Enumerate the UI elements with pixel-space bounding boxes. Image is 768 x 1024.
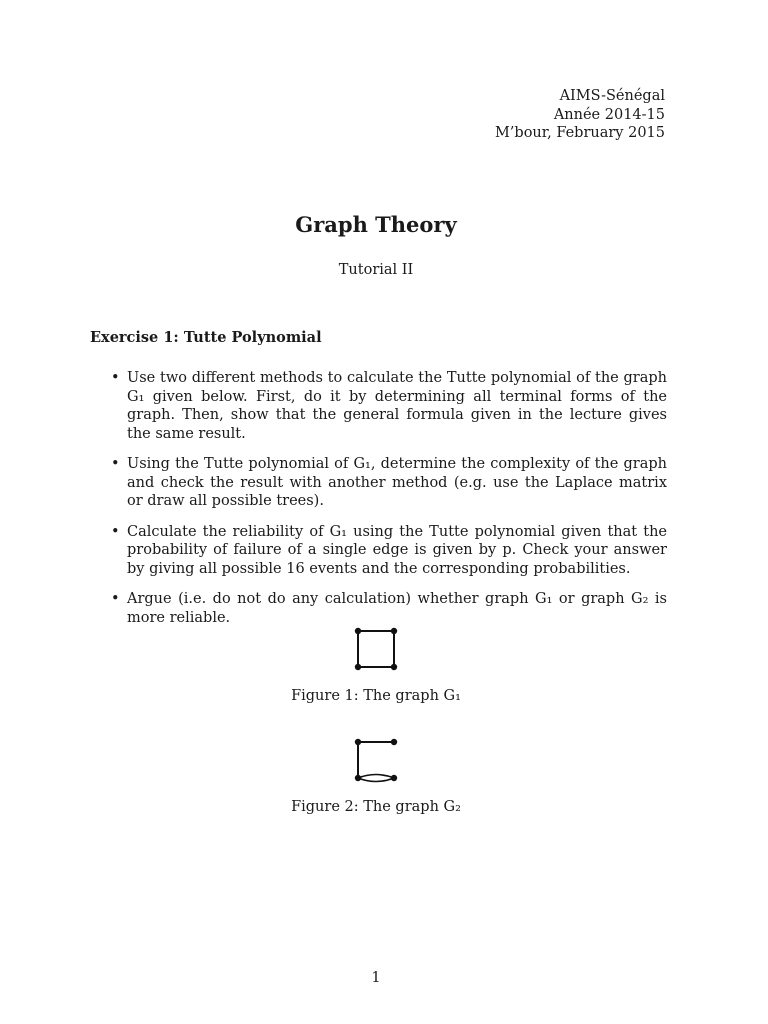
graph-vertex [355, 628, 361, 634]
figure-1 [0, 624, 752, 704]
figure-1-caption: Figure 1: The graph G₁ [291, 688, 461, 704]
list-item [105, 590, 667, 627]
graph-vertex [391, 775, 397, 781]
institution-name: AIMS-Sénégal [559, 88, 665, 104]
list-item [105, 455, 667, 511]
graph-vertex [391, 664, 397, 670]
document-header [495, 87, 665, 143]
list-item [105, 369, 667, 443]
graph-vertex [355, 739, 361, 745]
exercise-heading: Exercise 1: Tutte Polynomial [90, 329, 322, 346]
graph-vertex [391, 628, 397, 634]
item-text: Use two different methods to calculate the Tutte polynomial of the graph G₁ given below. First, do it by determining all terminal forms of the graph. Then, show that the general formula given in the lecture gives the same result. [127, 370, 667, 442]
bullet-icon: • [111, 370, 120, 386]
graph-g1-edges [358, 631, 394, 667]
item-text: Calculate the reliability of G₁ using the Tutte polynomial given that the probability of failure of a single edge is given by p. Check your answer by giving all possible 16 events and the corresponding probabilities. [127, 523, 667, 577]
graph-edge [358, 775, 394, 779]
figure-2 [0, 735, 752, 815]
item-text: Using the Tutte polynomial of G₁, determine the complexity of the graph and check the result with another method (e.g. use the Laplace matrix or draw all possible trees). [127, 456, 667, 509]
item-text: Argue (i.e. do not do any calculation) whether graph G₁ or graph G₂ is more reliable. [127, 591, 667, 626]
graph-vertex [355, 664, 361, 670]
exercise-list [105, 369, 667, 639]
bullet-icon: • [111, 456, 120, 472]
academic-year: Année 2014-15 [553, 106, 665, 123]
document-title: Graph Theory [295, 212, 457, 237]
bullet-icon: • [111, 523, 120, 540]
figure-2-caption: Figure 2: The graph G₂ [291, 799, 461, 815]
page-number: 1 [371, 970, 381, 986]
place-and-date: M’bour, February 2015 [494, 125, 665, 141]
graph-vertex [391, 739, 397, 745]
graph-edge [358, 778, 394, 782]
bullet-icon: • [111, 591, 120, 607]
graph-g2-diagram [351, 735, 401, 785]
graph-g1-diagram [351, 624, 401, 674]
document-subtitle: Tutorial II [338, 262, 414, 278]
graph-vertex [355, 775, 361, 781]
list-item [105, 523, 667, 579]
